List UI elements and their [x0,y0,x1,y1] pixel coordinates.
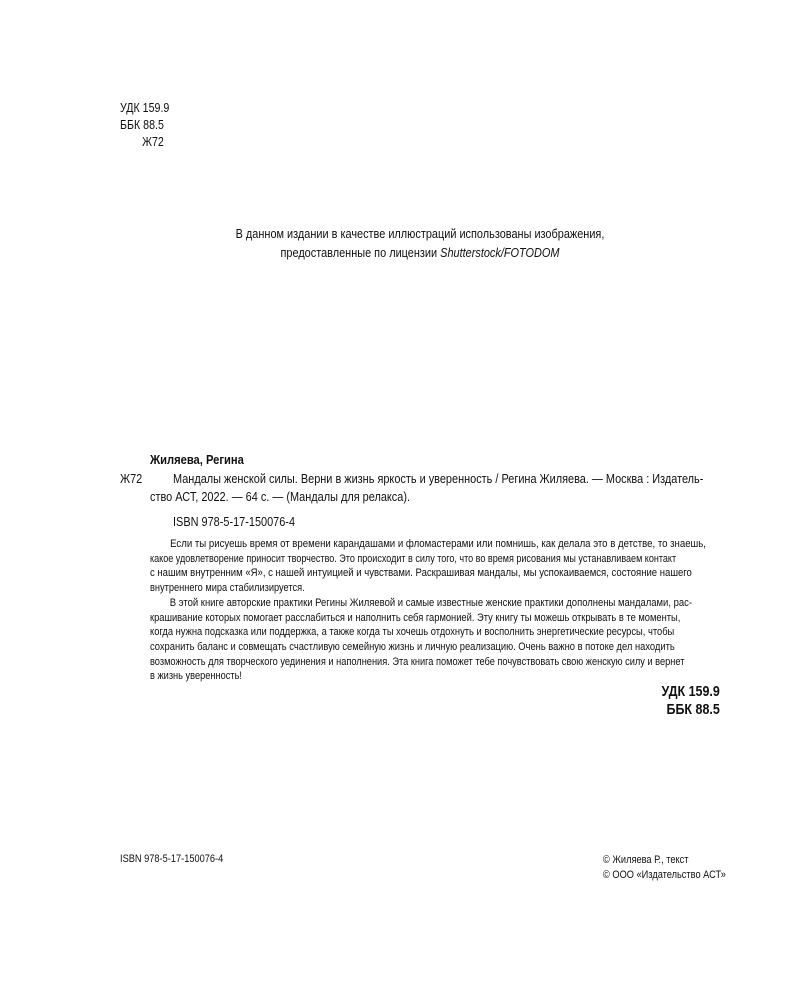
udk-code: УДК 159.9 [120,100,170,115]
annotation-line: какое удовлетворение приносит творчество. Это происходит в силу того, что во время рисования мы устанавливаем контакт [150,552,677,565]
udk-code-bottom: УДК 159.9 [661,684,720,700]
illustration-note-line-1: В данном издании в качестве иллюстраций использованы изображения, [235,226,605,241]
copyright-block [603,853,749,883]
annotation-line: с нашим внутренним «Я», с нашей интуицией и чувствами. Раскрашивая мандалы, мы успокаиваемся, состояние нашего [150,567,692,580]
annotation-line: Если ты рисуешь время от времени карандашами и фломастерами или помнишь, как делала это в детстве, то знаешь, [170,538,706,550]
annotation-line: сохранить баланс и совмещать счастливую семейную жизнь и личную реализацию. Очень важно в потоке дел находить [150,640,675,653]
description-line-2: ство АСТ, 2022. — 64 с. — (Мандалы для релакса). [150,489,411,504]
annotation-line: в жизнь уверенность! [150,670,242,683]
copyright-publisher: © ООО «Издательство АСТ» [603,869,726,881]
author-mark-inline: Ж72 [120,471,143,486]
bbk-code-bottom: ББК 88.5 [666,702,720,718]
author-mark: Ж72 [142,134,164,149]
annotation-line: В этой книге авторские практики Регины Жиляевой и самые известные женские практики дополнены мандалами, рас- [169,596,693,609]
copyright-author: © Жиляева Р., текст [603,854,689,866]
annotation-line: возможность для творческого уединения и наполнения. Эта книга поможет тебе почувствовать свою женскую силу и вернет [150,655,685,668]
illustration-note-line-2 [193,243,647,262]
classification-codes-top [120,99,180,150]
isbn-record: ISBN 978-5-17-150076-4 [173,514,296,529]
description-line-1: Мандалы женской силы. Верни в жизнь яркость и уверенность / Регина Жиляева. — Москва : Издатель- [173,471,704,486]
author-heading: Жиляева, Регина [150,452,244,467]
annotation-line: крашивание которых помогает расслабиться и наполнить себя гармонией. Эту книгу ты можешь открывать в те моменты, [150,611,681,624]
annotation-text [150,537,721,684]
annotation-line: внутреннего мира стабилизируется. [150,582,305,595]
annotation-line: когда нужна подсказка или поддержка, а также когда ты хочешь отдохнуть и восполнить энергетические ресурсы, чтобы [150,626,675,639]
illustration-credit-note [150,224,690,262]
classification-codes-bottom [652,683,720,719]
illustration-note-prefix: предоставленные по лицензии [280,245,441,260]
isbn-footer: ISBN 978-5-17-150076-4 [120,853,224,865]
illustration-source: Shutterstock/FOTODOM [440,245,560,260]
bbk-code: ББК 88.5 [120,117,164,132]
